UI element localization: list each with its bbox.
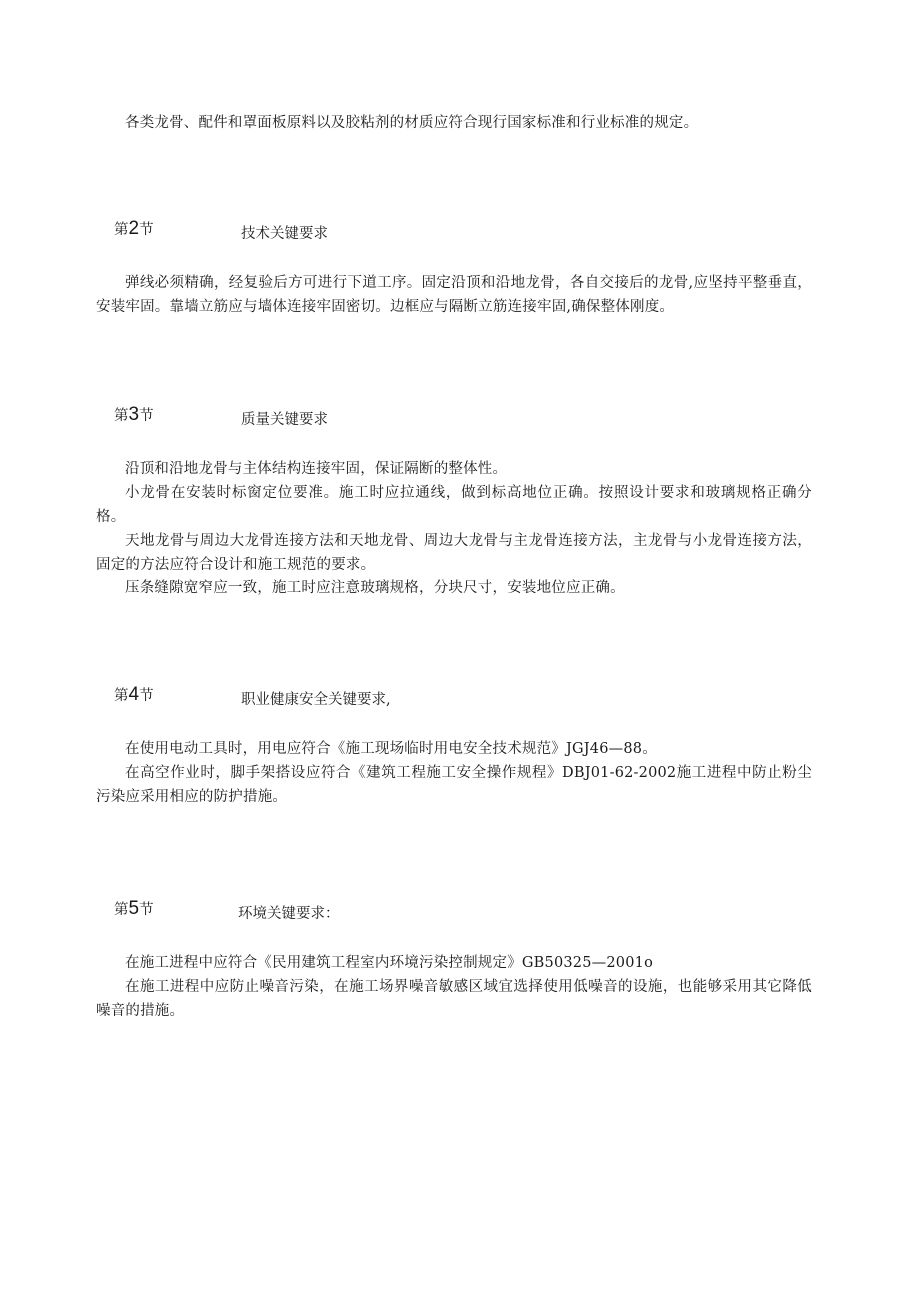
section-5-label — [114, 898, 154, 920]
section-3-prefix: 第 — [114, 408, 129, 424]
section-4-suffix: 节 — [139, 688, 154, 704]
section-5-number: 5 — [128, 898, 140, 919]
section-3-paragraph-3: 天地龙骨与周边大龙骨连接方法和天地龙骨、周边大龙骨与主龙骨连接方法，主龙骨与小龙骨连接方法，固定的方法应符合设计和施工规范的要求。 — [96, 533, 812, 573]
section-2-prefix: 第 — [114, 222, 129, 238]
section-4-paragraph-2: 在高空作业时，脚手架搭设应符合《建筑工程施工安全操作规程》DBJ01-62-2002施工进程中防止粉尘污染应采用相应的防护措施。 — [96, 765, 812, 805]
section-3-heading — [114, 404, 814, 432]
section-5-title: 环境关键要求： — [238, 906, 340, 922]
section-4-prefix: 第 — [114, 688, 129, 704]
section-3-label — [114, 404, 154, 426]
section-5-prefix: 第 — [114, 902, 129, 918]
section-4-title: 职业健康安全关键要求, — [241, 692, 391, 708]
section-2-title: 技术关键要求 — [241, 226, 328, 242]
section-4-label — [114, 684, 154, 706]
section-2-label — [114, 218, 154, 240]
section-3-number: 3 — [128, 404, 140, 425]
section-5-paragraph-2: 在施工进程中应防止噪音污染，在施工场界噪音敏感区域宜选择使用低噪音的设施，也能够采用其它降低噪音的措施。 — [96, 979, 812, 1019]
section-3-paragraph-2: 小龙骨在安装时标窗定位要准。施工时应拉通线，做到标高地位正确。按照设计要求和玻璃规格正确分格。 — [96, 485, 812, 525]
section-5-suffix: 节 — [139, 902, 154, 918]
section-2-suffix: 节 — [139, 222, 154, 238]
section-4-number: 4 — [128, 684, 140, 705]
section-3-paragraph-4: 压条缝隙宽窄应一致，施工时应注意玻璃规格，分块尺寸，安装地位应正确。 — [125, 580, 625, 596]
intro-paragraph: 各类龙骨、配件和罩面板原料以及胶粘剂的材质应符合现行国家标准和行业标准的规定。 — [125, 115, 699, 131]
section-3-title: 质量关键要求 — [241, 412, 328, 428]
section-3-suffix: 节 — [139, 408, 154, 424]
section-3-paragraph-1: 沿顶和沿地龙骨与主体结构连接牢固，保证隔断的整体性。 — [125, 461, 508, 477]
section-4-paragraph-1: 在使用电动工具时，用电应符合《施工现场临时用电安全技术规范》JGJ46—88。 — [125, 741, 657, 757]
section-2-paragraph-1: 弹线必须精确，经复验后方可进行下道工序。固定沿顶和沿地龙骨，各自交接后的龙骨,应坚持平整垂直，安装牢固。靠墙立筋应与墙体连接牢固密切。边框应与隔断立筋连接牢固,确保整体刚度。 — [96, 275, 812, 315]
section-5-heading — [114, 898, 814, 926]
section-2-number: 2 — [128, 218, 140, 239]
section-5-paragraph-1: 在施工进程中应符合《民用建筑工程室内环境污染控制规定》GB50325—2001o — [125, 955, 653, 971]
section-4-heading — [114, 684, 814, 712]
section-2-heading — [114, 218, 814, 246]
